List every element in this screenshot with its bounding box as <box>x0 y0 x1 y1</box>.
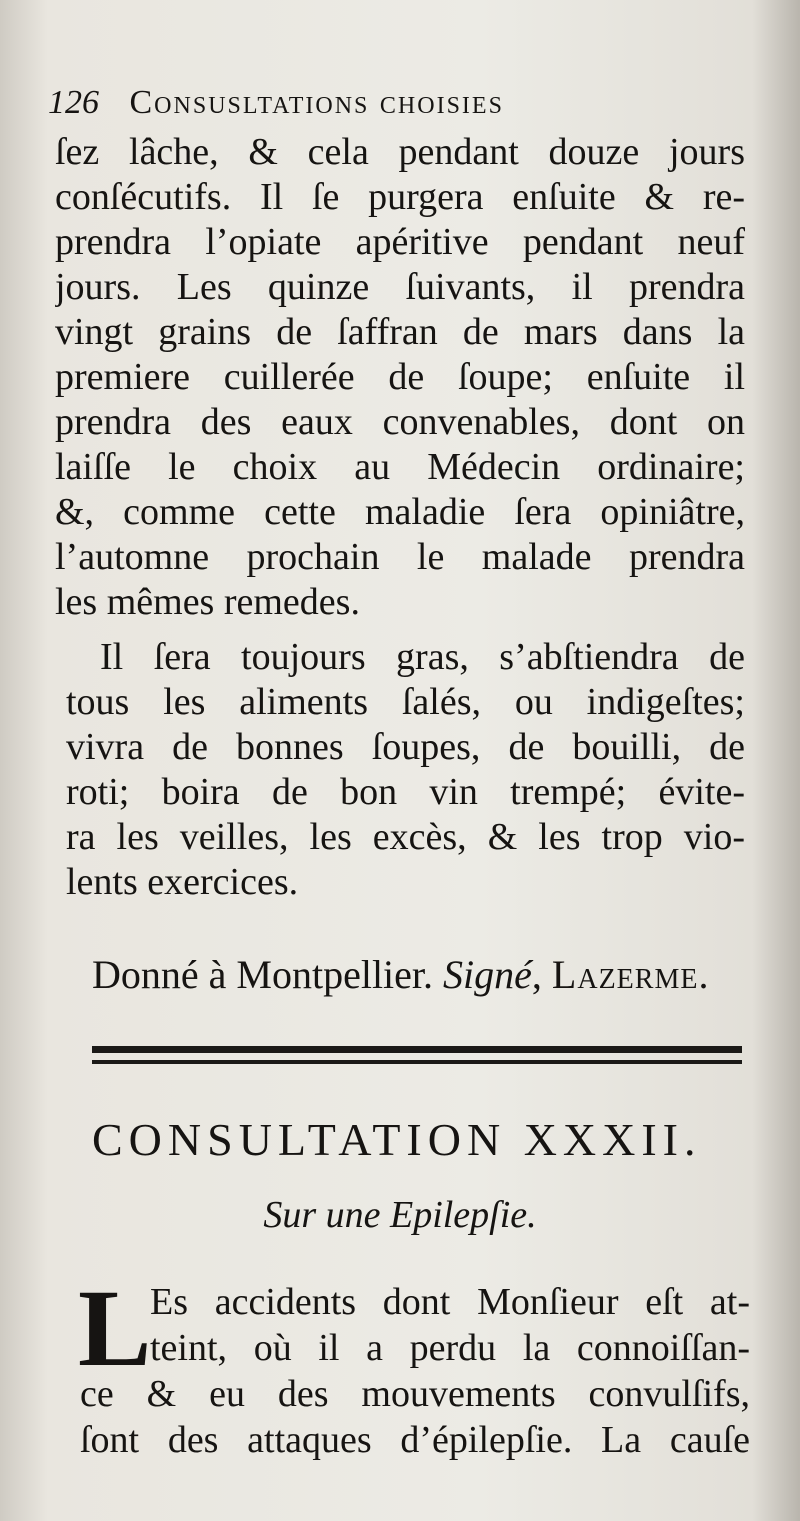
text-line: l’automne prochain le malade prendra <box>55 536 745 578</box>
text-line: prendra des eaux convenables, dont on <box>55 401 745 443</box>
text-line: roti; boira de bon vin trempé; évite- <box>66 771 745 813</box>
drop-cap: L <box>78 1267 152 1389</box>
text-line: prendra l’opiate apéritive pendant neuf <box>55 221 745 263</box>
page-number: 126 <box>48 84 99 121</box>
consultation-title: CONSULTATION XXXII. <box>92 1114 702 1165</box>
text-line: ſont des attaques d’épilepſie. La cauſe <box>80 1419 750 1461</box>
text-line: conſécutifs. Il ſe purgera enſuite & re- <box>55 176 745 218</box>
section-divider-thin <box>92 1060 742 1064</box>
text-line: teint, où il a perdu la connoiſſan- <box>150 1327 750 1369</box>
text-line: &, comme cette maladie ſera opiniâtre, <box>55 491 745 533</box>
text-line: ce & eu des mouvements convulſifs, <box>80 1373 750 1415</box>
text-line: premiere cuillerée de ſoupe; enſuite il <box>55 356 745 398</box>
text-line: laiſſe le choix au Médecin ordinaire; <box>55 446 745 488</box>
signature-line <box>92 950 742 1000</box>
text-line: tous les aliments ſalés, ou indigeſtes; <box>66 681 745 723</box>
text-line: vingt grains de ſaffran de mars dans la <box>55 311 745 353</box>
text-line: jours. Les quinze ſuivants, il prendra <box>55 266 745 308</box>
signature-name: Lazerme. <box>551 952 710 997</box>
text-line: Es accidents dont Monſieur eſt at- <box>150 1281 750 1323</box>
consultation-subtitle: Sur une Epilepſie. <box>263 1194 537 1236</box>
text-line: vivra de bonnes ſoupes, de bouilli, de <box>66 726 745 768</box>
signature-place: Donné à Montpellier. <box>92 952 434 997</box>
text-line: lents exercices. <box>66 861 299 903</box>
signature-signed: Signé <box>443 952 532 997</box>
text-line: Il ſera toujours gras, s’abſtiendra de <box>100 636 745 678</box>
running-header <box>48 78 748 128</box>
signature-comma: , <box>531 952 552 997</box>
section-divider-thick <box>92 1046 742 1053</box>
running-title: Consusltations choisies <box>129 84 504 121</box>
text-line: ſez lâche, & cela pendant douze jours <box>55 131 745 173</box>
text-line: les mêmes remedes. <box>55 581 360 623</box>
text-line: ra les veilles, les excès, & les trop vio- <box>66 816 745 858</box>
